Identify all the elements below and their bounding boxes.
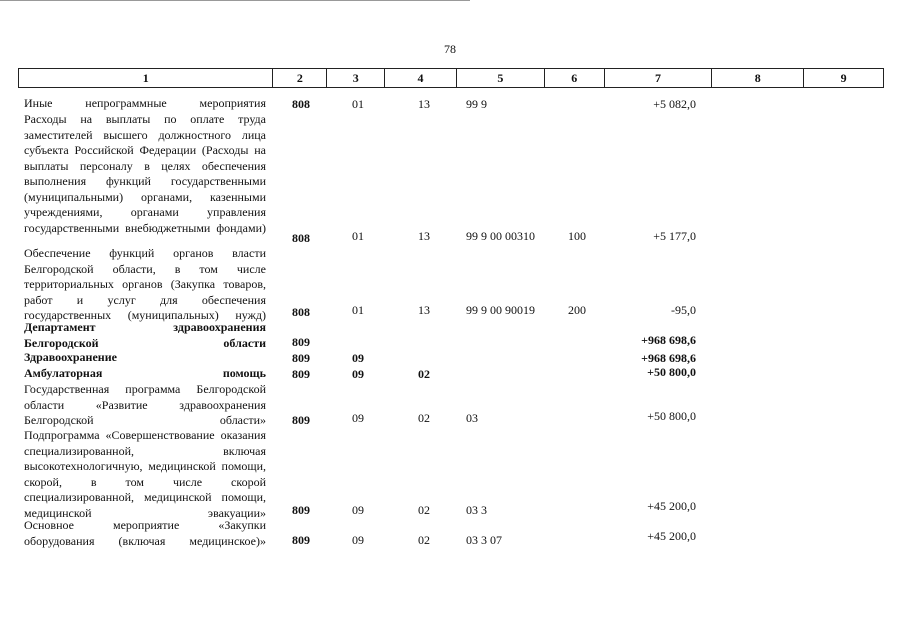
cell-col-2: 809 bbox=[292, 532, 310, 547]
cell-col-3: 09 bbox=[352, 410, 364, 425]
cell-col-3: 09 bbox=[352, 366, 364, 381]
table-row bbox=[0, 428, 905, 518]
cell-col-2: 808 bbox=[292, 230, 310, 245]
cell-col-6: 200 bbox=[568, 302, 586, 317]
cell-col-2: 809 bbox=[292, 502, 310, 517]
header-col-1: 1 bbox=[19, 69, 273, 87]
row-name: Иные непрограммные мероприятия bbox=[24, 96, 266, 110]
cell-col-5: 99 9 00 90019 bbox=[466, 302, 535, 317]
cell-col-3: 01 bbox=[352, 302, 364, 317]
cell-col-5: 03 3 07 bbox=[466, 532, 502, 547]
table-row bbox=[0, 112, 905, 246]
row-name: Амбулаторная помощь bbox=[24, 366, 266, 380]
cell-col-7: +968 698,6 bbox=[641, 350, 696, 365]
cell-col-4: 02 bbox=[418, 366, 430, 381]
header-col-7: 7 bbox=[605, 69, 713, 87]
cell-col-7: +50 800,0 bbox=[647, 408, 696, 423]
cell-col-4: 13 bbox=[418, 96, 430, 111]
cell-col-7: +5 177,0 bbox=[653, 228, 696, 243]
cell-col-7: -95,0 bbox=[671, 302, 696, 317]
row-name: Государственная программа Белгородской области «Развитие здравоохранения Белгородской области» bbox=[24, 382, 266, 427]
row-name: Подпрограмма «Совершенствование оказания специализированной, включая высокотехнологичную, медицинской помощи, скорой, в том числе скорой специализированной, медицинской помощи, медицинской эвакуации» bbox=[24, 428, 266, 520]
table-row bbox=[0, 382, 905, 428]
header-col-4: 4 bbox=[385, 69, 457, 87]
table-row bbox=[0, 366, 905, 382]
cell-col-4: 13 bbox=[418, 302, 430, 317]
table-row bbox=[0, 350, 905, 366]
cell-col-7: +5 082,0 bbox=[653, 96, 696, 111]
cell-col-3: 09 bbox=[352, 532, 364, 547]
cell-col-4: 02 bbox=[418, 410, 430, 425]
table-row bbox=[0, 96, 905, 112]
cell-col-2: 809 bbox=[292, 334, 310, 349]
cell-col-7: +50 800,0 bbox=[647, 364, 696, 379]
table-header bbox=[18, 68, 884, 88]
cell-col-4: 02 bbox=[418, 532, 430, 547]
cell-col-3: 01 bbox=[352, 228, 364, 243]
cell-col-6: 100 bbox=[568, 228, 586, 243]
page-number: 78 bbox=[444, 42, 456, 56]
cell-col-5: 99 9 bbox=[466, 96, 487, 111]
header-col-9: 9 bbox=[840, 71, 847, 85]
cell-col-2: 809 bbox=[292, 366, 310, 381]
cell-col-2: 808 bbox=[292, 96, 310, 111]
top-border-line bbox=[0, 0, 470, 1]
row-name: Департамент здравоохранения Белгородской области bbox=[24, 320, 266, 350]
header-col-2: 2 bbox=[273, 69, 327, 87]
cell-col-2: 808 bbox=[292, 304, 310, 319]
header-col-3: 3 bbox=[327, 69, 385, 87]
header-col-8: 8 bbox=[712, 69, 804, 87]
row-name: Расходы на выплаты по оплате труда заместителей высшего должностного лица субъекта Российской Федерации (Расходы на выплаты персоналу в целях обеспечения выполнения функций государственными (муниципальными) органами, казенными учреждениями, органами управления государственными внебюджетными фондами) bbox=[24, 112, 266, 235]
table-row bbox=[0, 320, 905, 350]
cell-col-4: 02 bbox=[418, 502, 430, 517]
row-name: Обеспечение функций органов власти Белгородской области, в том числе территориальных органов (Закупка товаров, работ и услуг для обеспечения государственных (муниципальных) нужд) bbox=[24, 246, 266, 322]
cell-col-5: 99 9 00 00310 bbox=[466, 228, 535, 243]
cell-col-5: 03 bbox=[466, 410, 478, 425]
cell-col-3: 09 bbox=[352, 350, 364, 365]
cell-col-7: +968 698,6 bbox=[641, 332, 696, 347]
row-name: Здравоохранение bbox=[24, 350, 117, 364]
table-row bbox=[0, 518, 905, 548]
cell-col-2: 809 bbox=[292, 412, 310, 427]
cell-col-7: +45 200,0 bbox=[647, 528, 696, 543]
cell-col-3: 01 bbox=[352, 96, 364, 111]
header-col-6: 6 bbox=[545, 69, 605, 87]
header-col-5: 5 bbox=[457, 69, 545, 87]
cell-col-5: 03 3 bbox=[466, 502, 487, 517]
cell-col-4: 13 bbox=[418, 228, 430, 243]
cell-col-2: 809 bbox=[292, 350, 310, 365]
table-row bbox=[0, 248, 905, 320]
row-name: Основное мероприятие «Закупки оборудования (включая медицинское)» bbox=[24, 518, 266, 548]
cell-col-7: +45 200,0 bbox=[647, 498, 696, 513]
cell-col-3: 09 bbox=[352, 502, 364, 517]
